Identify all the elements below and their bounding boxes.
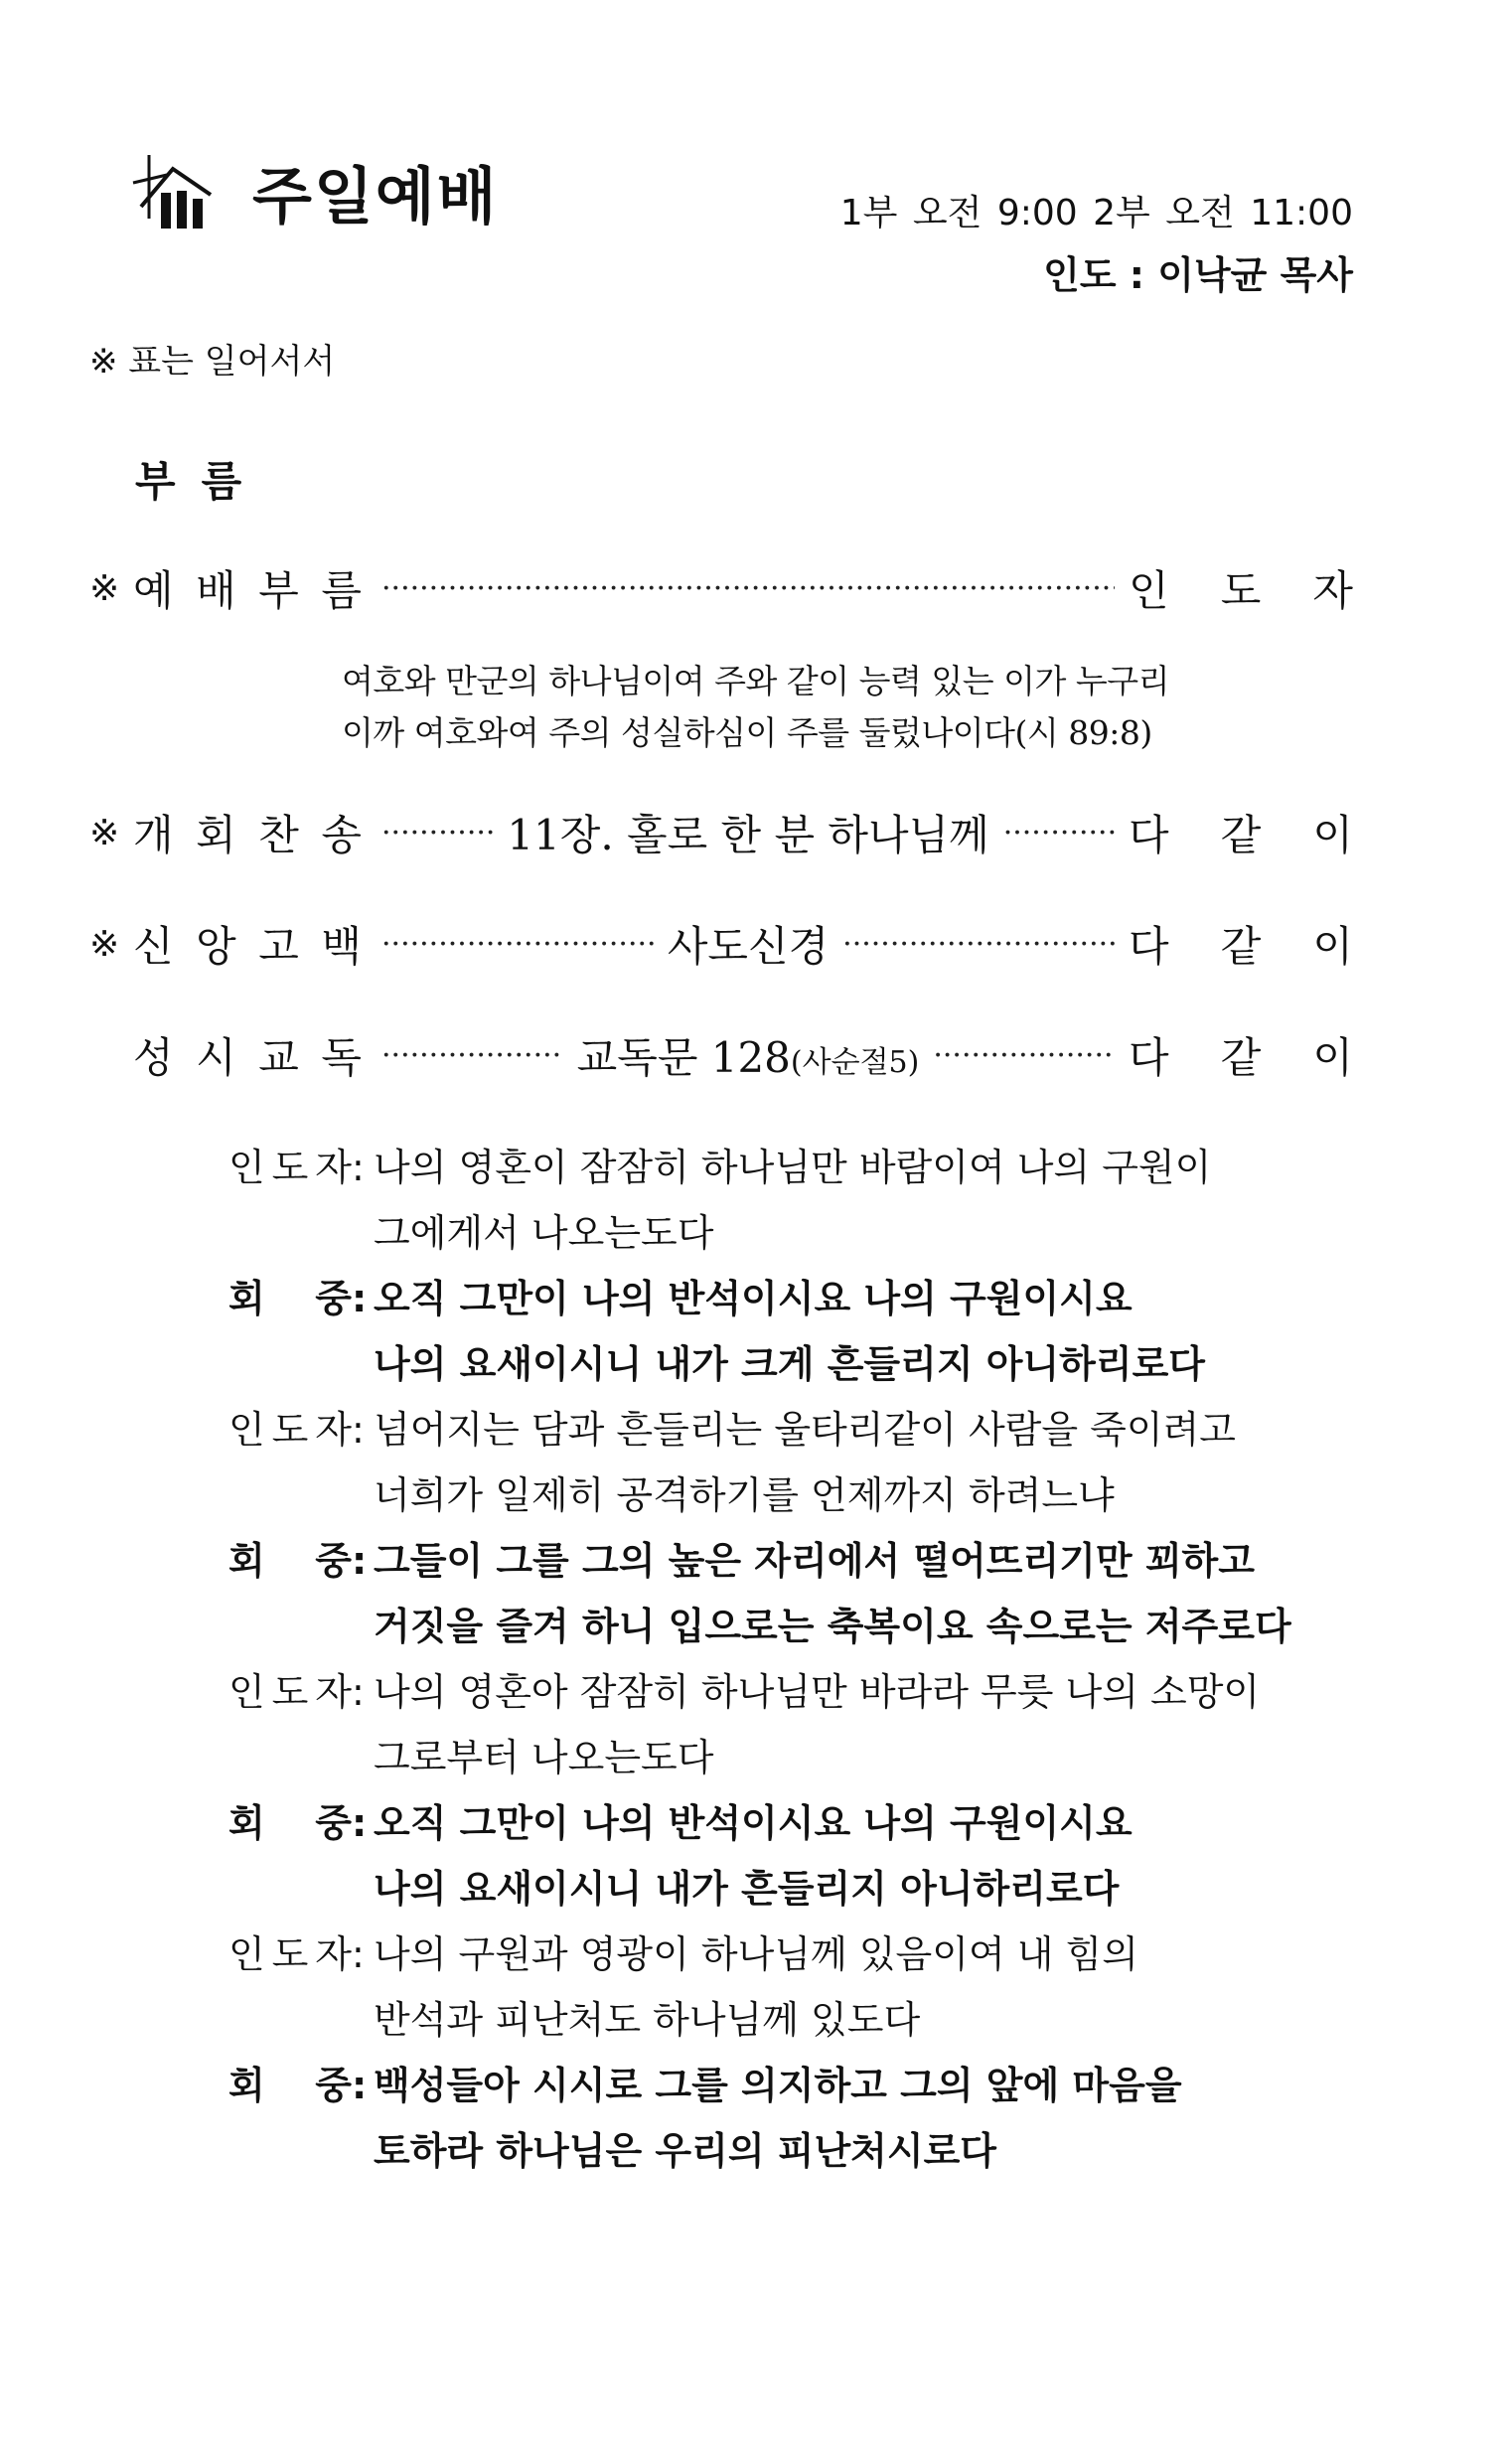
reading-line — [228, 1856, 1341, 1922]
speaker-colon — [352, 1463, 374, 1528]
reading-text: 너희가 일제히 공격하기를 언제까지 하려느냐 — [374, 1473, 1115, 1517]
label-char: 인 — [228, 1408, 265, 1452]
label-char: 신 — [133, 922, 174, 971]
reading-speaker — [228, 1463, 352, 1528]
speaker-colon — [352, 1725, 374, 1790]
label-char: 이 — [1312, 922, 1353, 971]
reading-line — [228, 1987, 1341, 2053]
order-item-responsible — [1129, 803, 1353, 862]
reading-speaker — [228, 1856, 352, 1922]
order-item-responsible — [1129, 558, 1353, 618]
order-item-content — [577, 1025, 920, 1085]
reading-speaker — [228, 1790, 352, 1856]
reading-line — [228, 1200, 1341, 1266]
label-char: 자 — [315, 1408, 352, 1452]
label-char: 다 — [1129, 922, 1169, 971]
label-char: 회 — [228, 2064, 265, 2107]
reading-text: 백성들아 시시로 그를 의지하고 그의 앞에 마음을 — [374, 2064, 1182, 2107]
reading-text: 나의 구원과 영광이 하나님께 있음이여 내 힘의 — [374, 1932, 1138, 1976]
label-char: 고 — [258, 922, 299, 971]
order-item — [89, 558, 1353, 618]
label-char: 부 — [258, 566, 299, 615]
label-char: 다 — [1129, 811, 1169, 859]
order-item-content-main: 11장. 홀로 한 분 하나님께 — [507, 811, 989, 859]
reading-line — [228, 1528, 1341, 1594]
label-char: 중 — [315, 1539, 352, 1583]
reading-line — [228, 1922, 1341, 1987]
order-item-content — [668, 914, 829, 974]
verse-line: 여호와 만군의 하나님이여 주와 같이 능력 있는 이가 누구리 — [342, 662, 1169, 700]
speaker-colon: : — [352, 2064, 368, 2107]
reading-line — [228, 1463, 1341, 1528]
reading-speaker — [228, 1922, 352, 1987]
label-char: 자 — [315, 1932, 352, 1976]
speaker-colon — [352, 1200, 374, 1266]
speaker-colon: : — [352, 1801, 368, 1845]
leader-dots — [381, 571, 1115, 606]
reading-speaker — [228, 1266, 352, 1331]
label-char: 회 — [228, 1277, 265, 1320]
label-char: 자 — [315, 1146, 352, 1189]
section-title: 부름 — [135, 457, 268, 506]
label-char: 름 — [321, 566, 362, 615]
reading-text: 나의 요새이시니 내가 흔들리지 아니하리로다 — [374, 1867, 1120, 1911]
label-char: 도 — [271, 1932, 309, 1976]
standing-mark: ※ — [89, 567, 120, 609]
reading-line — [228, 1659, 1341, 1725]
reading-speaker — [228, 1725, 352, 1790]
order-item-content — [507, 803, 988, 862]
reading-speaker — [228, 1594, 352, 1659]
reading-speaker — [228, 2118, 352, 2184]
speaker-colon — [352, 1331, 374, 1397]
speaker-colon: : — [352, 1277, 368, 1320]
label-char: 도 — [271, 1670, 309, 1714]
reading-text: 토하라 하나님은 우리의 피난처시로다 — [374, 2129, 997, 2173]
order-item-content-main: 교독문 128 — [576, 1033, 791, 1082]
label-char: 송 — [321, 811, 362, 859]
label-char: 중 — [315, 1801, 352, 1845]
reading-text: 나의 영혼이 잠잠히 하나님만 바람이여 나의 구원이 — [374, 1146, 1212, 1189]
label-char: 찬 — [258, 811, 299, 859]
responsive-reading — [228, 1135, 1341, 2184]
reading-speaker — [228, 1331, 352, 1397]
label-char: 이 — [1312, 1033, 1353, 1082]
leader-dots — [933, 1038, 1115, 1073]
label-char: 인 — [228, 1670, 265, 1714]
reading-line — [228, 1135, 1341, 1200]
reading-speaker — [228, 1135, 352, 1200]
label-char: 예 — [133, 566, 174, 615]
order-item-content-main: 사도신경 — [667, 922, 830, 971]
speaker-colon — [352, 1594, 374, 1659]
speaker-colon — [352, 2118, 374, 2184]
label-char: 회 — [228, 1539, 265, 1583]
order-item-responsible — [1129, 1025, 1353, 1085]
speaker-colon: : — [352, 1408, 365, 1452]
label-char: 다 — [1129, 1033, 1169, 1082]
order-item-name — [133, 914, 368, 974]
order-item — [89, 803, 1353, 862]
label-char: 같 — [1220, 922, 1262, 971]
speaker-colon — [352, 1987, 374, 2053]
label-char: 중 — [315, 1277, 352, 1320]
reading-line — [228, 1790, 1341, 1856]
label-char: 앙 — [196, 922, 236, 971]
label-char: 중 — [315, 2064, 352, 2107]
verse-line: 이까 여호와여 주의 성실하심이 주를 둘렀나이다(시 89:8) — [342, 713, 1152, 752]
reading-text: 거짓을 즐겨 하니 입으로는 축복이요 속으로는 저주로다 — [374, 1605, 1291, 1648]
reading-line — [228, 1266, 1341, 1331]
leader-dots — [842, 927, 1115, 962]
reading-text: 그로부터 나오는도다 — [374, 1736, 714, 1779]
call-to-worship-verse — [342, 656, 1169, 759]
reading-text: 그에게서 나오는도다 — [374, 1211, 714, 1255]
reading-line — [228, 1594, 1341, 1659]
label-char: 도 — [271, 1408, 309, 1452]
label-char: 회 — [228, 1801, 265, 1845]
reading-speaker — [228, 1659, 352, 1725]
reading-speaker — [228, 1397, 352, 1463]
leader-dots — [381, 1038, 563, 1073]
reading-line — [228, 2053, 1341, 2118]
label-char: 같 — [1220, 1033, 1262, 1082]
reading-speaker — [228, 1528, 352, 1594]
reading-speaker — [228, 1200, 352, 1266]
speaker-colon: : — [352, 1146, 365, 1189]
reading-line — [228, 1397, 1341, 1463]
label-char: 시 — [196, 1033, 236, 1082]
label-char: 백 — [321, 922, 362, 971]
reading-text: 나의 요새이시니 내가 크게 흔들리지 아니하리로다 — [374, 1342, 1206, 1386]
speaker-colon: : — [352, 1932, 365, 1976]
order-item-responsible — [1129, 914, 1353, 974]
speaker-colon: : — [352, 1539, 368, 1583]
speaker-colon: : — [352, 1670, 365, 1714]
order-item-name — [133, 1025, 368, 1085]
reading-line — [228, 2118, 1341, 2184]
reading-line — [228, 1331, 1341, 1397]
reading-text: 오직 그만이 나의 반석이시요 나의 구원이시요 — [374, 1801, 1133, 1845]
stand-note: ※ 표는 일어서서 — [89, 342, 336, 382]
order-item — [89, 914, 1353, 974]
label-char: 배 — [196, 566, 236, 615]
label-char: 자 — [1312, 566, 1353, 615]
standing-mark: ※ — [89, 923, 120, 965]
order-item-name — [133, 803, 368, 862]
label-char: 회 — [196, 811, 236, 859]
order-item-name — [133, 558, 368, 618]
service-times: 1부 오전 9:00 2부 오전 11:00 — [839, 193, 1353, 233]
leader-dots — [381, 816, 493, 850]
order-item-content-note: (사순절5) — [790, 1045, 920, 1080]
leader-dots — [381, 927, 654, 962]
reading-text: 넘어지는 담과 흔들리는 울타리같이 사람을 죽이려고 — [374, 1408, 1236, 1452]
label-char: 독 — [321, 1033, 362, 1082]
reading-speaker — [228, 1987, 352, 2053]
label-char: 이 — [1312, 811, 1353, 859]
reading-text: 오직 그만이 나의 반석이시요 나의 구원이시요 — [374, 1277, 1133, 1320]
reading-text: 나의 영혼아 잠잠히 하나님만 바라라 무릇 나의 소망이 — [374, 1670, 1261, 1714]
order-item — [89, 1025, 1353, 1085]
label-char: 자 — [315, 1670, 352, 1714]
church-logo-icon — [127, 149, 223, 231]
speaker-colon — [352, 1856, 374, 1922]
page-title: 주일예배 — [252, 160, 499, 232]
reading-speaker — [228, 2053, 352, 2118]
standing-mark: ※ — [89, 812, 120, 853]
reading-text: 그들이 그를 그의 높은 자리에서 떨어뜨리기만 꾀하고 — [374, 1539, 1255, 1583]
reading-text: 반석과 피난처도 하나님께 있도다 — [374, 1998, 921, 2042]
label-char: 같 — [1220, 811, 1262, 859]
leader-dots — [1003, 816, 1115, 850]
worship-leader: 인도 : 이낙균 목사 — [1043, 253, 1353, 297]
label-char: 도 — [1220, 566, 1262, 615]
label-char: 인 — [228, 1146, 265, 1189]
label-char: 성 — [133, 1033, 174, 1082]
reading-line — [228, 1725, 1341, 1790]
label-char: 개 — [133, 811, 174, 859]
label-char: 인 — [1129, 566, 1169, 615]
label-char: 도 — [271, 1146, 309, 1189]
label-char: 인 — [228, 1932, 265, 1976]
label-char: 교 — [258, 1033, 299, 1082]
